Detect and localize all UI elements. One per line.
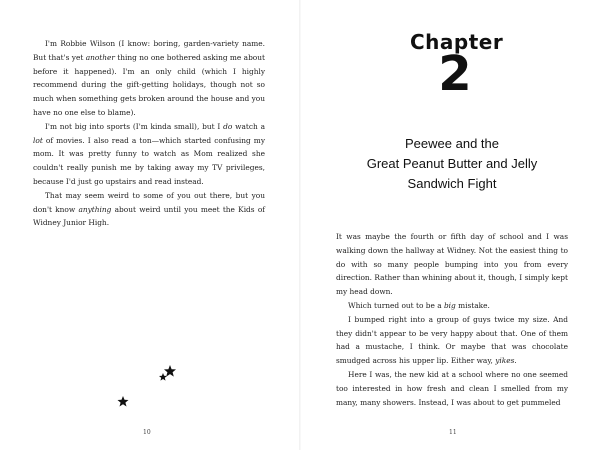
chapter-title bbox=[336, 134, 568, 194]
chapter-title-line-2: Great Peanut Butter and Jelly bbox=[366, 156, 538, 171]
paragraph: I'm not big into sports (I'm kinda small), but I do watch a lot of movies. I also read a ton—which started confusing my mom. It was pretty funny to watch as Mom realized she couldn't really punish me by taking away my TV privileges, because I'd just go upstairs and read instead. bbox=[33, 121, 265, 186]
book-gutter bbox=[299, 0, 301, 450]
left-page-text bbox=[33, 37, 265, 230]
star-large-icon bbox=[164, 365, 176, 377]
right-page-number: 11 bbox=[449, 429, 457, 436]
paragraph: Here I was, the new kid at a school where no one seemed too interested in how fresh and clean I smelled from my many, many showers. Instead, I was about to get pummeled bbox=[336, 369, 568, 407]
paragraph: It was maybe the fourth or fifth day of school and I was walking down the hallway at Widney. Not the easiest thing to do with so many people bumping into you from every direction. Rather than whining about it, though, I simply kept my head down. bbox=[336, 232, 568, 297]
chapter-number: 2 bbox=[438, 46, 472, 102]
emphasis: yikes bbox=[495, 356, 515, 366]
emphasis: anything bbox=[78, 204, 112, 214]
chapter-label: Chapter bbox=[410, 30, 504, 54]
right-page-text bbox=[336, 230, 568, 409]
paragraph: I bumped right into a group of guys twice my size. And they didn't appear to be very happy about that. One of them had a mustache, I think. Or maybe that was chocolate smudged across his upper lip. Either way, yikes. bbox=[336, 314, 568, 366]
star-bottom-icon bbox=[118, 396, 129, 407]
emphasis: lot bbox=[33, 135, 43, 145]
star-small-icon bbox=[159, 373, 167, 381]
emphasis: big bbox=[443, 300, 456, 310]
stars-icon bbox=[114, 362, 184, 412]
paragraph: That may seem weird to some of you out there, but you don't know anything about weird until you meet the Kids of Widney Junior High. bbox=[33, 190, 266, 228]
paragraph: Which turned out to be a big mistake. bbox=[348, 300, 490, 310]
emphasis: another bbox=[85, 52, 115, 62]
chapter-title-line-3: Sandwich Fight bbox=[407, 176, 497, 191]
emphasis: do bbox=[223, 121, 233, 131]
paragraph: I'm Robbie Wilson (I know: boring, garden-variety name. But that's yet another thing no one bothered asking me about before it happened). I'm an only child (which I highly recommend during the gift-getting holidays, though not so much when something gets broken around the house and you have no one else to blame). bbox=[33, 39, 265, 117]
left-page-number: 10 bbox=[143, 429, 151, 436]
chapter-title-line-1: Peewee and the bbox=[405, 136, 499, 151]
